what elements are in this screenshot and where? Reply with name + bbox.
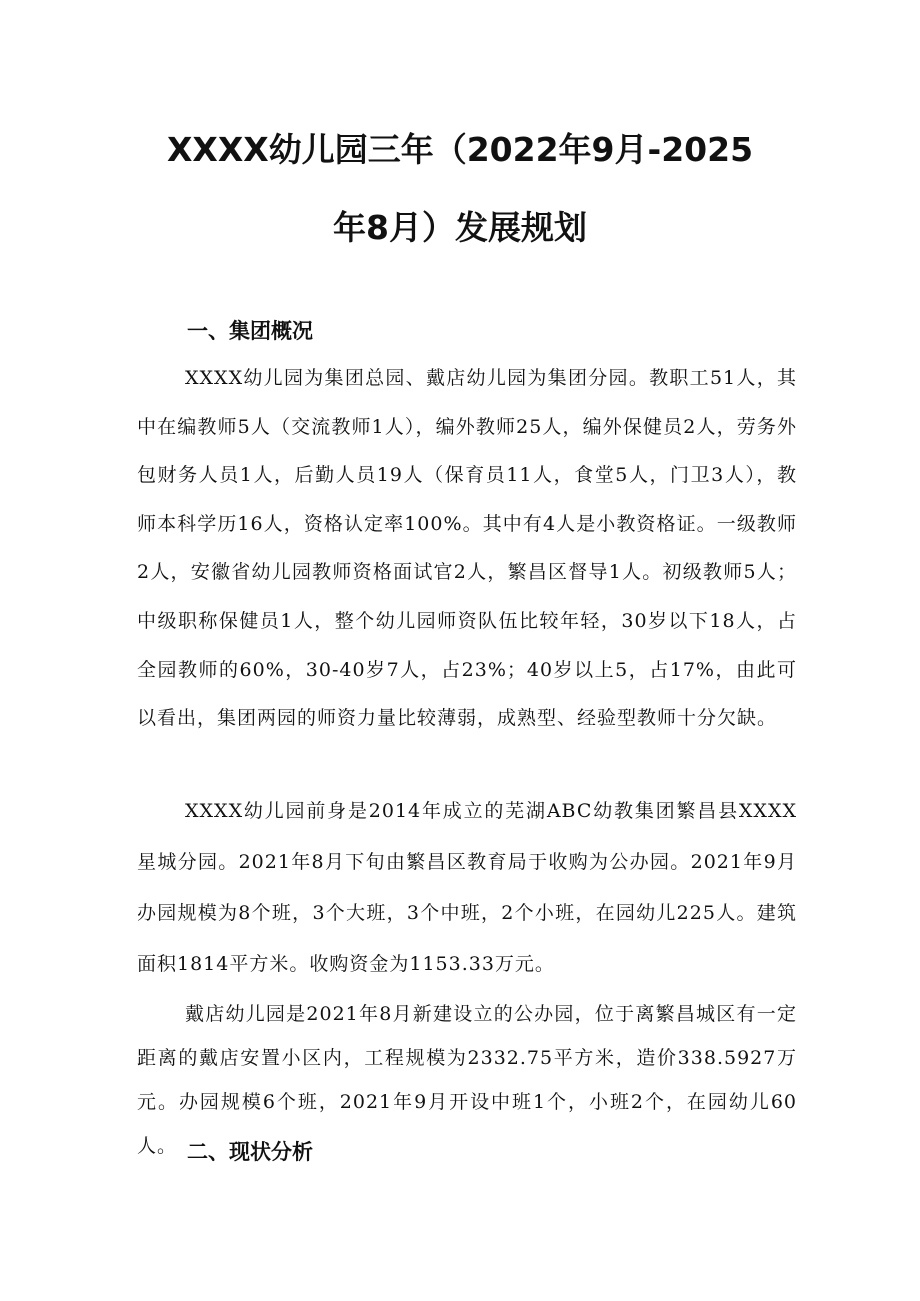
document-title-line-1: XXXX幼儿园三年（2022年9月-2025 <box>166 130 754 169</box>
document-title-line-2: 年8月）发展规划 <box>333 208 587 247</box>
paragraph-staff-overview: XXXX幼儿园为集团总园、戴店幼儿园为集团分园。教职工51人，其中在编教师5人（交流教师1人），编外教师25人，编外保健员2人，劳务外包财务人员1人，后勤人员19人（保育员11人，食堂5人，门卫3人），教师本科学历16人，资格认定率100%。其中有4人是小教资格证。一级教师2人，安徽省幼儿园教师资格面试官2人，繁昌区督导1人。初级教师5人；中级职称保健员1人，整个幼儿园师资队伍比较年轻，30岁以下18人，占全园教师的60%，30-40岁7人，占23%；40岁以上5，占17%，由此可以看出，集团两园的师资力量比较薄弱，成熟型、经验型教师十分欠缺。 <box>137 367 797 730</box>
paragraph-daidian-kindergarten: 戴店幼儿园是2021年8月新建设立的公办园，位于离繁昌城区有一定距离的戴店安置小区内，工程规模为2332.75平方米，造价338.5927万元。办园规模6个班，2021年9月开设中班1个，小班2个，在园幼儿60人。 <box>137 1003 797 1157</box>
paragraph-xxxx-history: XXXX幼儿园前身是2014年成立的芜湖ABC幼教集团繁昌县XXXX星城分园。2021年8月下旬由繁昌区教育局于收购为公办园。2021年9月办园规模为8个班，3个大班，3个中班，2个小班，在园幼儿225人。建筑面积1814平方米。收购资金为1153.33万元。 <box>137 800 797 975</box>
section-heading-status-analysis: 二、现状分析 <box>187 1140 313 1164</box>
section-heading-overview: 一、集团概况 <box>187 319 313 343</box>
